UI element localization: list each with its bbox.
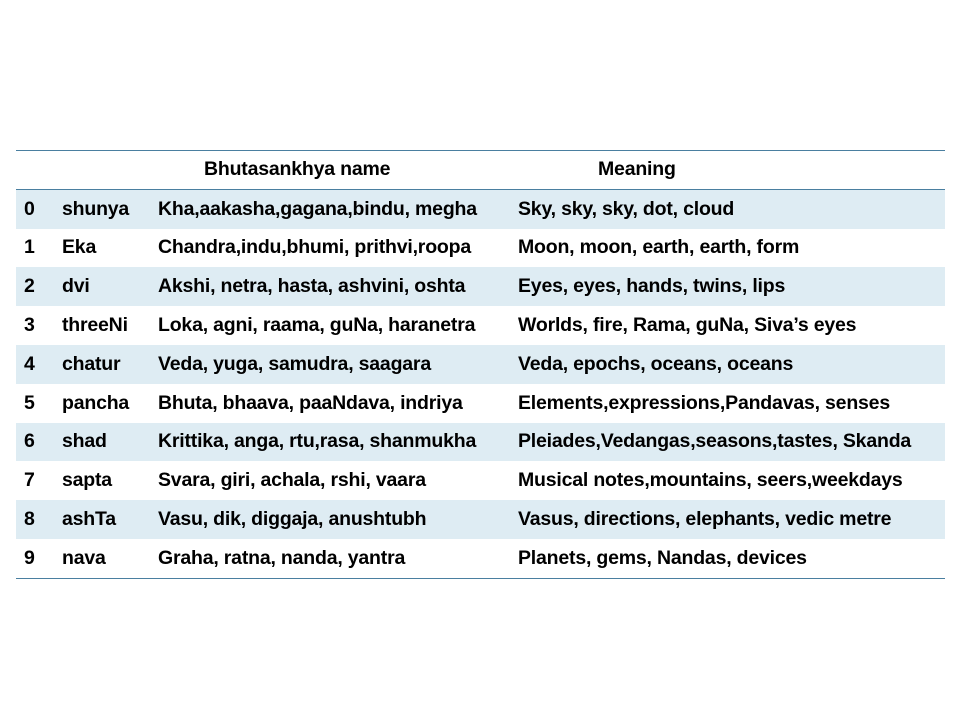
row-sanskrit-number: chatur — [62, 352, 121, 375]
table-row — [16, 229, 945, 268]
row-number: 9 — [24, 546, 35, 569]
row-bhutasankhya-names: Krittika, anga, rtu,rasa, shanmukha — [158, 430, 477, 453]
table-row — [16, 461, 945, 500]
row-meaning: Sky, sky, sky, dot, cloud — [518, 197, 735, 220]
row-number: 0 — [24, 197, 35, 220]
row-bhutasankhya-names: Bhuta, bhaava, paaNdava, indriya — [158, 391, 463, 414]
table-header-row — [16, 151, 945, 190]
table-row — [16, 306, 945, 345]
row-sanskrit-number: shad — [62, 430, 107, 453]
row-meaning: Eyes, eyes, hands, twins, lips — [518, 275, 786, 298]
table-row — [16, 500, 945, 539]
row-number: 6 — [24, 430, 35, 453]
row-sanskrit-number: Eka — [62, 236, 97, 259]
row-number: 3 — [24, 314, 35, 337]
table-row — [16, 384, 945, 423]
row-sanskrit-number: shunya — [62, 197, 130, 220]
table-row — [16, 539, 945, 578]
row-sanskrit-number: sapta — [62, 469, 112, 492]
row-sanskrit-number: ashTa — [62, 508, 116, 531]
row-number: 1 — [24, 236, 35, 259]
row-sanskrit-number: pancha — [62, 391, 130, 414]
row-meaning: Veda, epochs, oceans, oceans — [518, 352, 794, 375]
table-row — [16, 345, 945, 384]
row-sanskrit-number: nava — [62, 546, 106, 569]
table-row — [16, 190, 945, 229]
row-bhutasankhya-names: Chandra,indu,bhumi, prithvi,roopa — [158, 236, 471, 259]
row-bhutasankhya-names: Graha, ratna, nanda, yantra — [158, 546, 406, 569]
row-bhutasankhya-names: Loka, agni, raama, guNa, haranetra — [158, 314, 476, 337]
row-sanskrit-number: threeNi — [62, 314, 128, 337]
row-meaning: Musical notes,mountains, seers,weekdays — [518, 469, 903, 492]
table-row — [16, 423, 945, 462]
row-meaning: Moon, moon, earth, earth, form — [518, 236, 800, 259]
row-bhutasankhya-names: Veda, yuga, samudra, saagara — [158, 352, 431, 375]
row-bhutasankhya-names: Kha,aakasha,gagana,bindu, megha — [158, 197, 477, 220]
row-number: 4 — [24, 352, 35, 375]
row-number: 2 — [24, 275, 35, 298]
row-meaning: Elements,expressions,Pandavas, senses — [518, 391, 890, 414]
row-meaning: Pleiades,Vedangas,seasons,tastes, Skanda — [518, 430, 912, 453]
row-meaning: Worlds, fire, Rama, guNa, Siva’s eyes — [518, 314, 857, 337]
header-bhutasankhya-name: Bhutasankhya name — [204, 158, 391, 181]
bhutasankhya-table — [16, 150, 945, 579]
row-bhutasankhya-names: Svara, giri, achala, rshi, vaara — [158, 469, 426, 492]
row-meaning: Planets, gems, Nandas, devices — [518, 546, 807, 569]
row-number: 8 — [24, 508, 35, 531]
row-sanskrit-number: dvi — [62, 275, 90, 298]
table-row — [16, 267, 945, 306]
row-bhutasankhya-names: Akshi, netra, hasta, ashvini, oshta — [158, 275, 466, 298]
row-number: 7 — [24, 469, 35, 492]
row-number: 5 — [24, 391, 35, 414]
row-bhutasankhya-names: Vasu, dik, diggaja, anushtubh — [158, 508, 427, 531]
header-meaning: Meaning — [598, 158, 676, 181]
row-meaning: Vasus, directions, elephants, vedic metre — [518, 508, 892, 531]
